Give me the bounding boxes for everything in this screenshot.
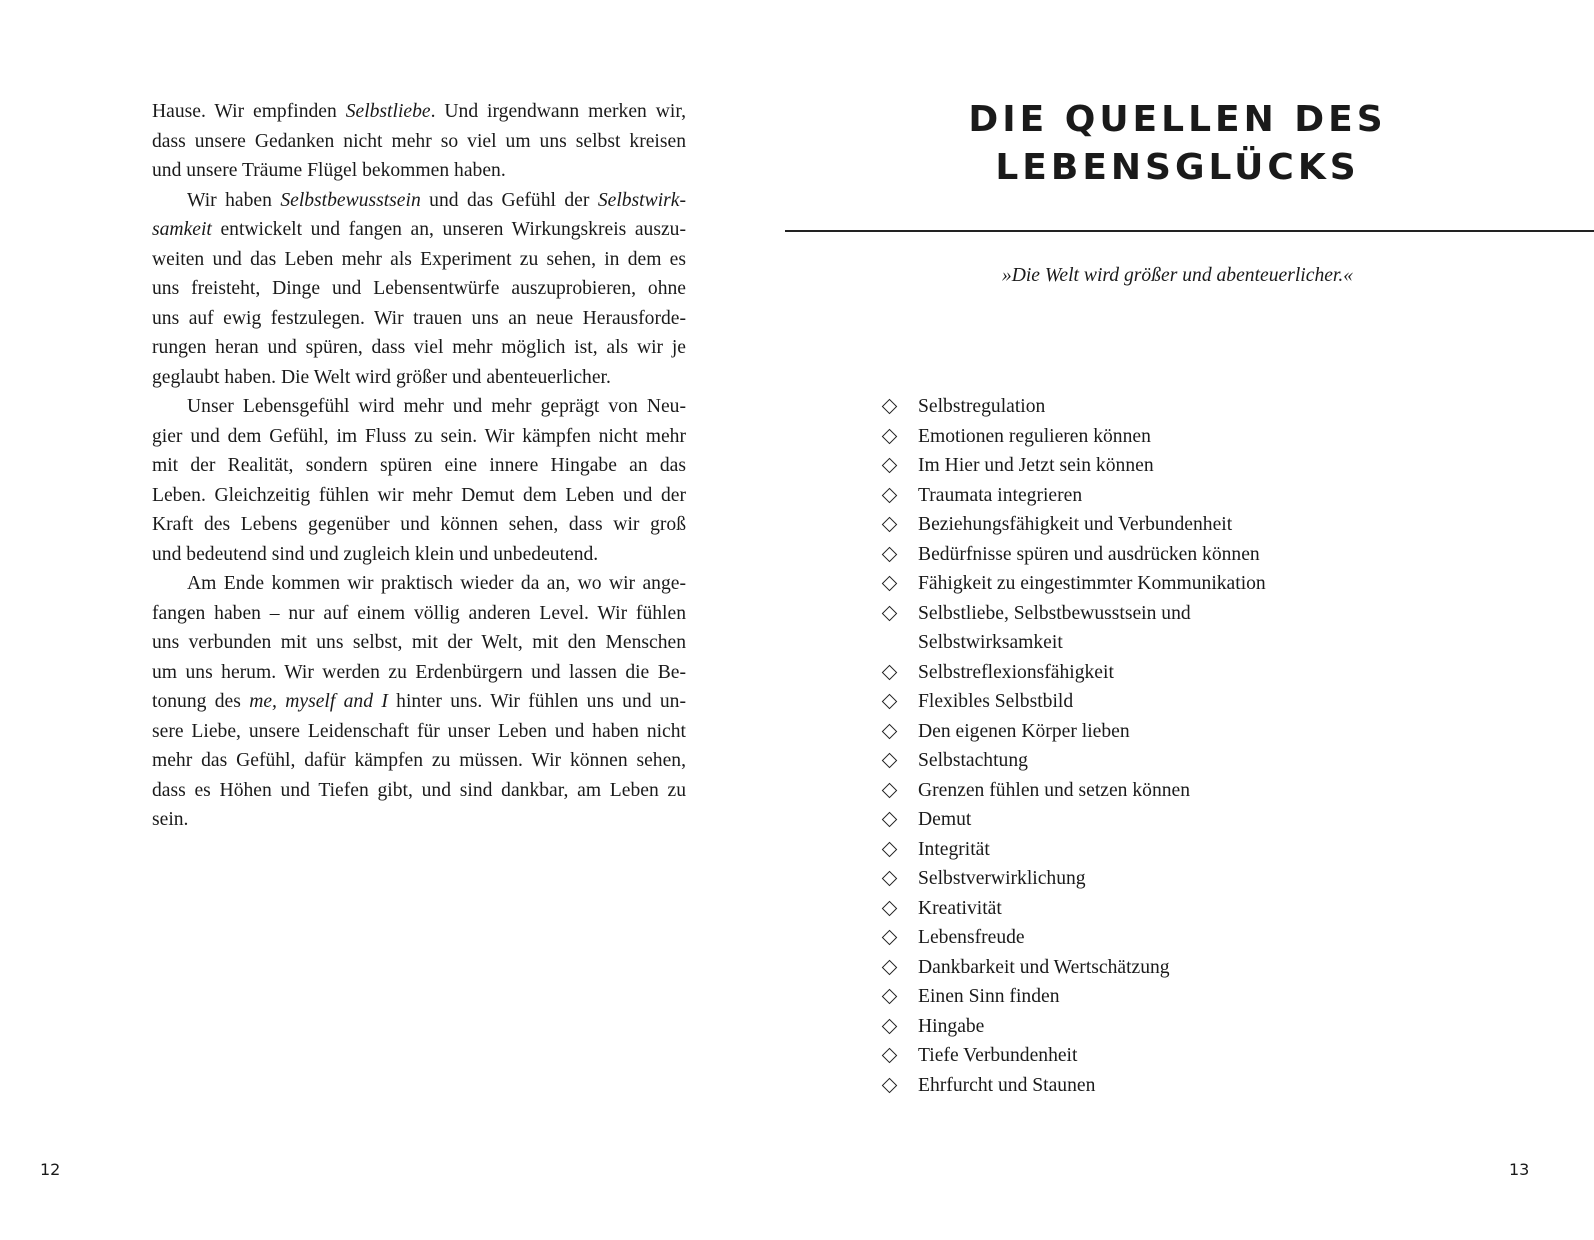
diamond-bullet-icon bbox=[882, 930, 898, 946]
text-segment: Kraft des Lebens gegenüber und können sehen, dass wir groß bbox=[152, 514, 686, 535]
diamond-bullet-icon bbox=[882, 399, 898, 415]
list-item-label: Kreativität bbox=[918, 897, 1002, 919]
epigraph-quote: »Die Welt wird größer und abenteuerlicher.« bbox=[1001, 265, 1354, 286]
text-line bbox=[152, 776, 686, 806]
text-line bbox=[152, 127, 686, 157]
list-item bbox=[880, 422, 1300, 452]
list-item-label: Lebensfreude bbox=[918, 927, 1025, 948]
list-item bbox=[880, 835, 1300, 865]
text-segment: mit der Realität, sondern spüren eine innere Hingabe an das bbox=[152, 455, 686, 476]
text-segment: sein. bbox=[152, 809, 189, 830]
text-line bbox=[152, 274, 686, 304]
list-item bbox=[880, 746, 1300, 776]
diamond-bullet-icon bbox=[882, 546, 898, 562]
diamond-bullet-icon bbox=[882, 1018, 898, 1034]
list-item-label: Den eigenen Körper lieben bbox=[918, 720, 1130, 742]
text-segment: Am Ende kommen wir praktisch wieder da an, wo wir ange- bbox=[187, 573, 686, 594]
diamond-bullet-icon bbox=[882, 753, 898, 769]
list-item bbox=[880, 805, 1300, 835]
text-line bbox=[152, 599, 686, 629]
text-segment: uns auf ewig festzulegen. Wir trauen uns an neue Herausforde- bbox=[152, 307, 686, 329]
italic-text: Selbstbewusstsein bbox=[280, 189, 421, 211]
text-line bbox=[152, 628, 686, 658]
list-item-label: Im Hier und Jetzt sein können bbox=[918, 455, 1154, 476]
diamond-bullet-icon bbox=[882, 1048, 898, 1064]
body-text bbox=[152, 97, 686, 835]
diamond-bullet-icon bbox=[882, 812, 898, 828]
list-item-label: Selbstreflexionsfähigkeit bbox=[918, 661, 1114, 683]
diamond-bullet-icon bbox=[882, 871, 898, 887]
text-line bbox=[152, 363, 686, 393]
list-item bbox=[880, 599, 1300, 658]
text-segment: sere Liebe, unsere Leidenschaft für unser Leben und haben nicht bbox=[152, 720, 686, 742]
diamond-bullet-icon bbox=[882, 428, 898, 444]
text-line bbox=[152, 658, 686, 688]
chapter-title bbox=[785, 96, 1570, 192]
text-line bbox=[152, 510, 686, 540]
text-segment: dass es Höhen und Tiefen gibt, und sind dankbar, am Leben zu bbox=[152, 779, 686, 801]
list-item bbox=[880, 923, 1300, 953]
list-item-label: Tiefe Verbundenheit bbox=[918, 1045, 1078, 1066]
diamond-bullet-icon bbox=[882, 723, 898, 739]
list-item bbox=[880, 982, 1300, 1012]
list-item-label: Hingabe bbox=[918, 1015, 985, 1037]
list-item-label: Beziehungsfähigkeit und Verbundenheit bbox=[918, 514, 1233, 535]
list-item-label: Selbstregulation bbox=[918, 396, 1046, 417]
diamond-bullet-icon bbox=[882, 487, 898, 503]
text-line bbox=[152, 333, 686, 363]
list-item bbox=[880, 658, 1300, 688]
text-segment: uns freisteht, Dinge und Lebensentwürfe auszuprobieren, ohne bbox=[152, 278, 686, 299]
text-segment: mehr das Gefühl, dafür kämpfen zu müssen. Wir können sehen, bbox=[152, 750, 686, 771]
italic-text: Selbstliebe bbox=[345, 101, 431, 122]
text-segment: um uns herum. Wir werden zu Erdenbürgern und lassen die Be- bbox=[152, 661, 686, 683]
list-item bbox=[880, 510, 1300, 540]
list-item bbox=[880, 717, 1300, 747]
diamond-bullet-icon bbox=[882, 664, 898, 680]
list-item-label: Flexibles Selbstbild bbox=[918, 691, 1074, 712]
list-item-label: Demut bbox=[918, 809, 972, 830]
text-segment: rungen heran und spüren, dass viel mehr möglich ist, als wir je bbox=[152, 337, 686, 358]
list-item-label: Einen Sinn finden bbox=[918, 986, 1060, 1007]
diamond-bullet-icon bbox=[882, 517, 898, 533]
page-number-right: 13 bbox=[1509, 1160, 1530, 1179]
text-line bbox=[152, 746, 686, 776]
list-item bbox=[880, 451, 1300, 481]
text-segment: hinter uns. Wir fühlen uns und un- bbox=[387, 691, 687, 712]
list-item bbox=[880, 687, 1300, 717]
text-line bbox=[152, 304, 686, 334]
list-item-label: Ehrfurcht und Staunen bbox=[918, 1074, 1096, 1096]
diamond-bullet-icon bbox=[882, 900, 898, 916]
italic-text: Selbstwirk- bbox=[597, 189, 686, 211]
list-item bbox=[880, 569, 1300, 599]
title-divider bbox=[785, 230, 1594, 232]
text-line bbox=[152, 540, 686, 570]
text-segment: . Und irgendwann merken wir, bbox=[430, 101, 686, 122]
italic-text: me, myself and I bbox=[249, 691, 388, 712]
text-line bbox=[152, 156, 686, 186]
text-line bbox=[152, 97, 686, 127]
text-segment: und bedeutend sind und zugleich klein und unbedeutend. bbox=[152, 543, 599, 565]
text-segment: Unser Lebensgefühl wird mehr und mehr geprägt von Neu- bbox=[187, 396, 686, 417]
list-item-label: Selbstverwirklichung bbox=[918, 868, 1086, 889]
text-segment: tonung des bbox=[152, 691, 250, 712]
text-segment: Hause. Wir empfinden bbox=[152, 101, 346, 122]
text-segment: weiten und das Leben mehr als Experiment zu sehen, in dem es bbox=[152, 248, 686, 270]
text-line bbox=[152, 245, 686, 275]
list-item bbox=[880, 1071, 1300, 1101]
page-number-left: 12 bbox=[40, 1160, 61, 1179]
italic-text: samkeit bbox=[152, 219, 212, 240]
list-item bbox=[880, 894, 1300, 924]
list-item-label: Fähigkeit zu eingestimmter Kommunikation bbox=[918, 573, 1266, 594]
text-segment: und unsere Träume Flügel bekommen haben. bbox=[152, 160, 506, 181]
text-segment: entwickelt und fangen an, unseren Wirkungskreis auszu- bbox=[211, 219, 686, 240]
list-item bbox=[880, 953, 1300, 983]
list-item-label: Selbstliebe, Selbstbewusstsein und Selbstwirksamkeit bbox=[918, 602, 1191, 653]
list-item-label: Bedürfnisse spüren und ausdrücken können bbox=[918, 543, 1260, 565]
diamond-bullet-icon bbox=[882, 458, 898, 474]
chapter-title-line-1: DIE QUELLEN DES bbox=[968, 99, 1387, 140]
text-line bbox=[152, 805, 686, 835]
list-item bbox=[880, 1012, 1300, 1042]
list-item-label: Dankbarkeit und Wertschätzung bbox=[918, 956, 1170, 978]
list-item-label: Integrität bbox=[918, 838, 990, 860]
diamond-bullet-icon bbox=[882, 1077, 898, 1093]
text-line bbox=[152, 215, 686, 245]
chapter-title-line-2: LEBENSGLÜCKS bbox=[995, 147, 1360, 188]
text-segment: Leben. Gleichzeitig fühlen wir mehr Demut dem Leben und der bbox=[152, 484, 686, 506]
diamond-bullet-icon bbox=[882, 782, 898, 798]
diamond-bullet-icon bbox=[882, 959, 898, 975]
text-line bbox=[152, 392, 686, 422]
list-item-label: Selbstachtung bbox=[918, 750, 1028, 771]
text-segment: dass unsere Gedanken nicht mehr so viel um uns selbst kreisen bbox=[152, 130, 686, 152]
sources-list bbox=[880, 392, 1300, 1100]
list-item-label: Grenzen fühlen und setzen können bbox=[918, 779, 1191, 801]
text-line bbox=[152, 481, 686, 511]
diamond-bullet-icon bbox=[882, 605, 898, 621]
text-line bbox=[152, 422, 686, 452]
text-line bbox=[152, 451, 686, 481]
text-line bbox=[152, 717, 686, 747]
list-item bbox=[880, 1041, 1300, 1071]
text-line bbox=[152, 569, 686, 599]
text-segment: gier und dem Gefühl, im Fluss zu sein. Wir kämpfen nicht mehr bbox=[152, 425, 686, 447]
list-item bbox=[880, 392, 1300, 422]
text-segment: Wir haben bbox=[187, 189, 281, 211]
diamond-bullet-icon bbox=[882, 576, 898, 592]
text-line bbox=[152, 687, 686, 717]
list-item bbox=[880, 864, 1300, 894]
text-segment: fangen haben – nur auf einem völlig anderen Level. Wir fühlen bbox=[152, 602, 686, 624]
list-item-label: Traumata integrieren bbox=[918, 484, 1083, 506]
text-segment: uns verbunden mit uns selbst, mit der Welt, mit den Menschen bbox=[152, 632, 686, 653]
list-item bbox=[880, 481, 1300, 511]
list-item bbox=[880, 776, 1300, 806]
diamond-bullet-icon bbox=[882, 841, 898, 857]
text-segment: geglaubt haben. Die Welt wird größer und abenteuerlicher. bbox=[152, 366, 611, 388]
diamond-bullet-icon bbox=[882, 989, 898, 1005]
text-line bbox=[152, 186, 686, 216]
list-item-label: Emotionen regulieren können bbox=[918, 425, 1151, 447]
list-item bbox=[880, 540, 1300, 570]
diamond-bullet-icon bbox=[882, 694, 898, 710]
text-segment: und das Gefühl der bbox=[420, 189, 598, 211]
